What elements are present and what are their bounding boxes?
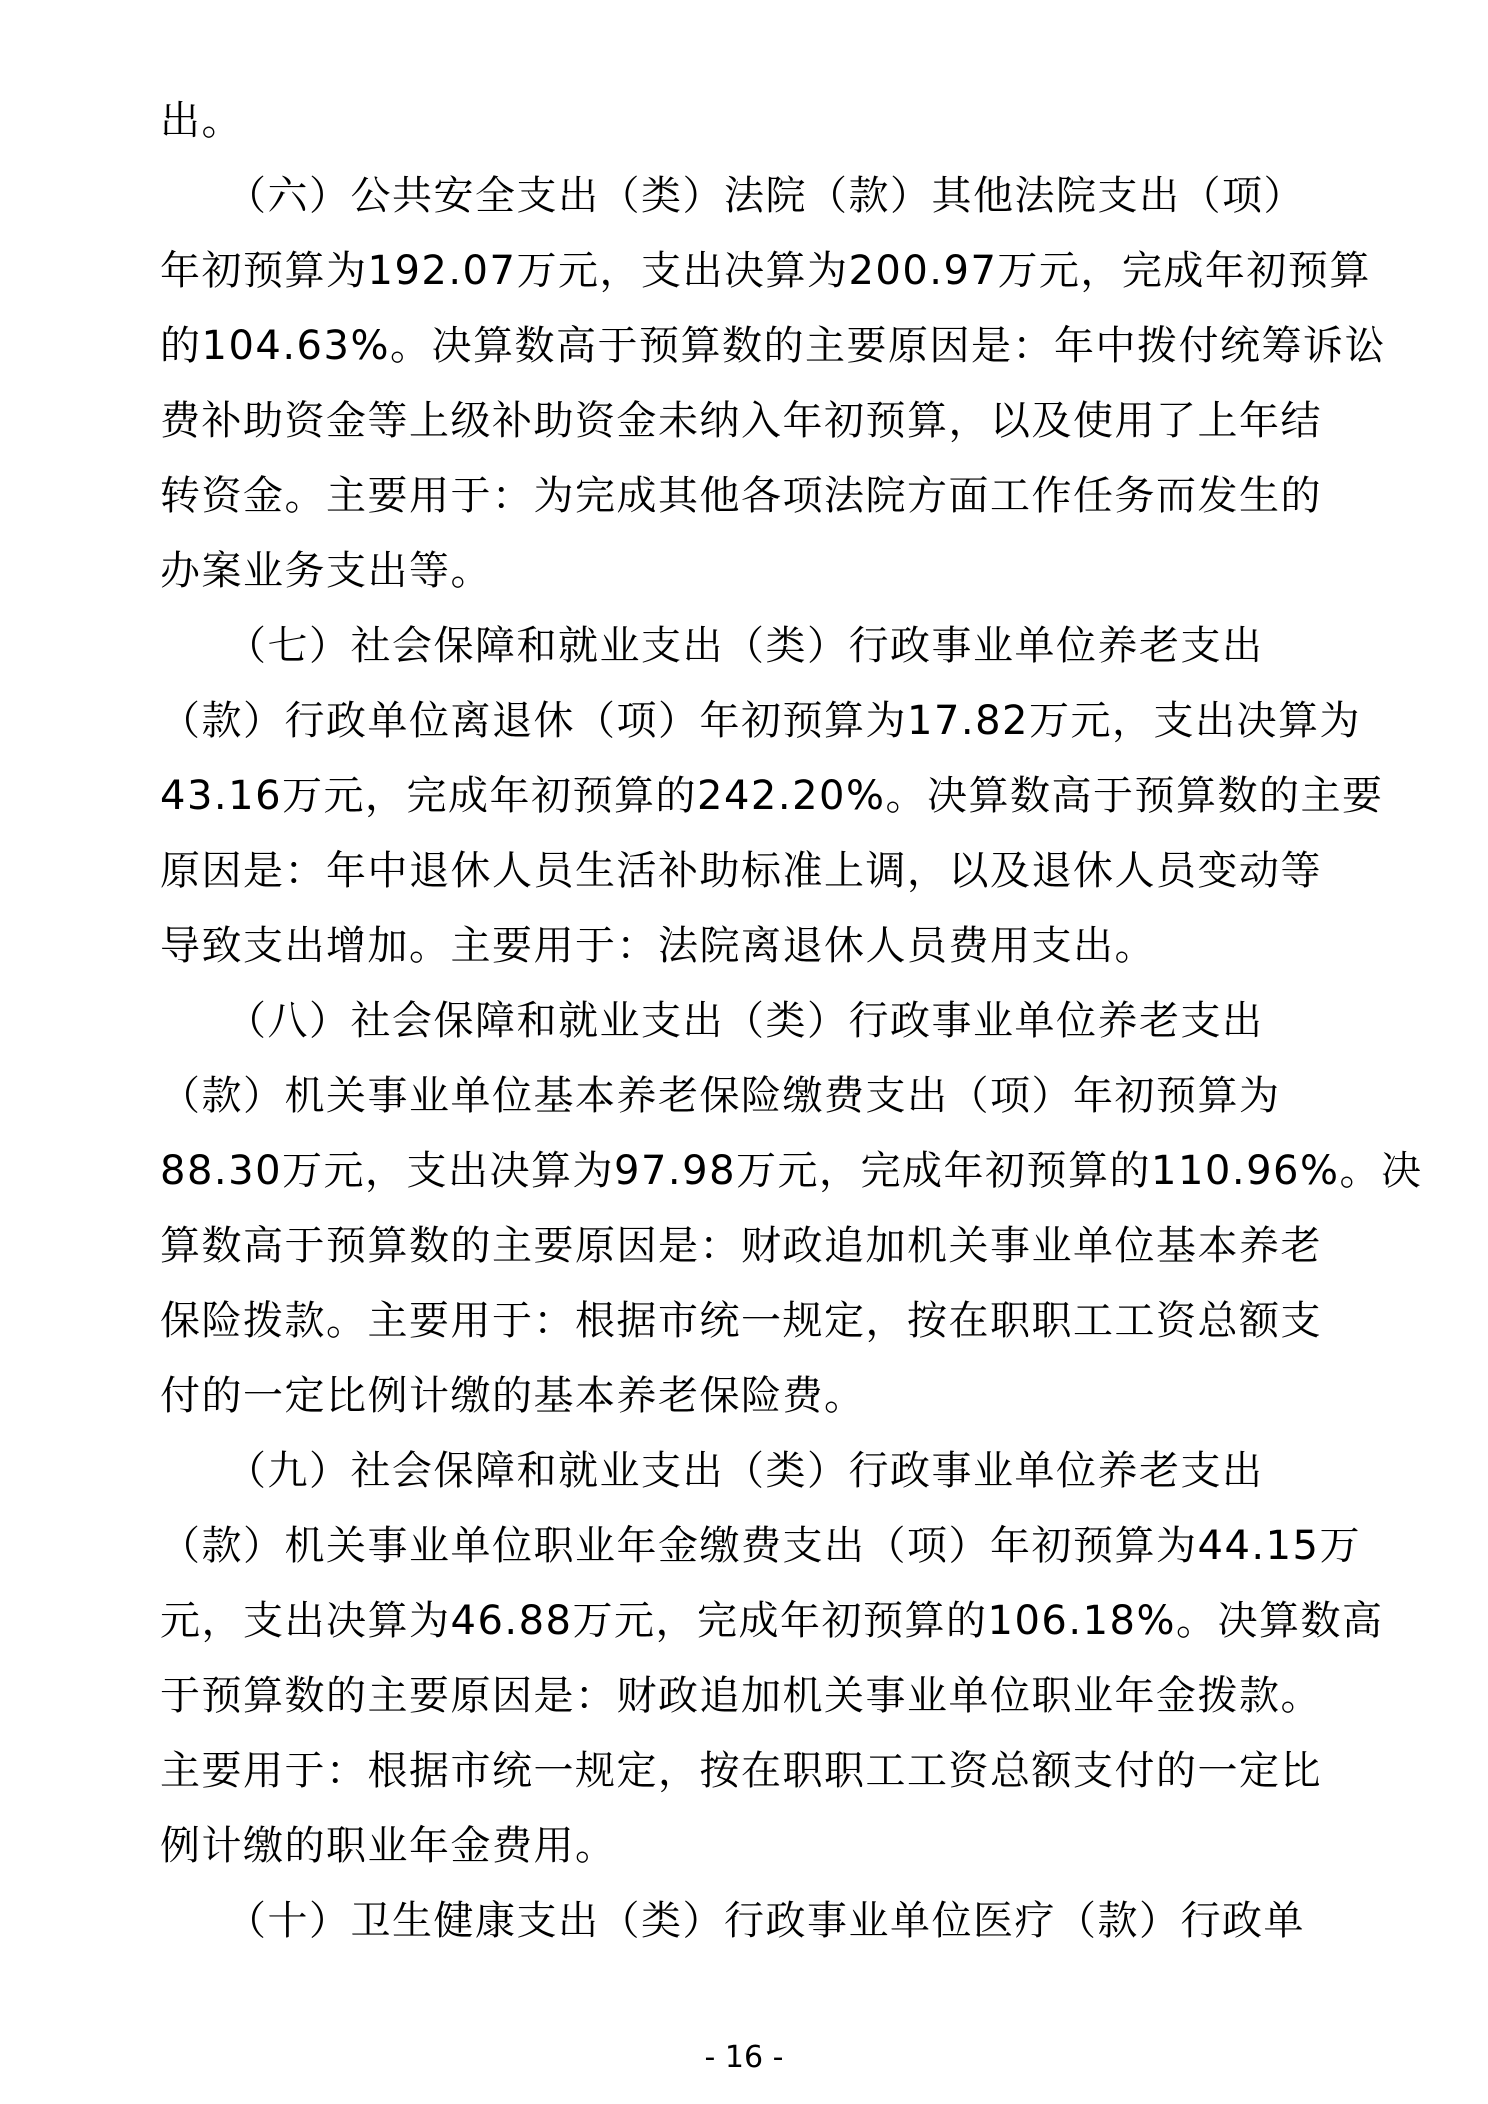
text-line: （款）机关事业单位基本养老保险缴费支出（项）年初预算为	[160, 1073, 1281, 1119]
text-line: （款）机关事业单位职业年金缴费支出（项）年初预算为44.15万	[160, 1523, 1362, 1569]
text-line: （八）社会保障和就业支出（类）行政事业单位养老支出	[226, 998, 1264, 1044]
text-line: 43.16万元，完成年初预算的242.20%。决算数高于预算数的主要	[160, 773, 1384, 819]
page-number: - 16 -	[704, 2040, 784, 2075]
text-line: （九）社会保障和就业支出（类）行政事业单位养老支出	[226, 1448, 1264, 1494]
text-line: 办案业务支出等。	[160, 548, 492, 594]
text-line: （六）公共安全支出（类）法院（款）其他法院支出（项）	[226, 173, 1305, 219]
document-text-block	[160, 84, 1423, 1959]
text-line: 的104.63%。决算数高于预算数的主要原因是：年中拨付统筹诉讼	[160, 323, 1386, 369]
text-line: 年初预算为192.07万元，支出决算为200.97万元，完成年初预算	[160, 248, 1371, 294]
text-line: 保险拨款。主要用于：根据市统一规定，按在职职工工资总额支	[160, 1298, 1322, 1344]
text-line: 导致支出增加。主要用于：法院离退休人员费用支出。	[160, 923, 1156, 969]
text-line: 于预算数的主要原因是：财政追加机关事业单位职业年金拨款。	[160, 1673, 1322, 1719]
text-line: （七）社会保障和就业支出（类）行政事业单位养老支出	[226, 623, 1264, 669]
text-line: 主要用于：根据市统一规定，按在职职工工资总额支付的一定比	[160, 1748, 1322, 1794]
text-line: 转资金。主要用于：为完成其他各项法院方面工作任务而发生的	[160, 473, 1322, 519]
text-line: 算数高于预算数的主要原因是：财政追加机关事业单位基本养老	[160, 1223, 1322, 1269]
text-line: （十）卫生健康支出（类）行政事业单位医疗（款）行政单	[226, 1898, 1305, 1944]
text-line: 元，支出决算为46.88万元，完成年初预算的106.18%。决算数高	[160, 1598, 1384, 1644]
text-line: 例计缴的职业年金费用。	[160, 1823, 617, 1869]
text-line: 付的一定比例计缴的基本养老保险费。	[160, 1373, 866, 1419]
text-line: （款）行政单位离退休（项）年初预算为17.82万元，支出决算为	[160, 698, 1362, 744]
text-line: 原因是：年中退休人员生活补助标准上调，以及退休人员变动等	[160, 848, 1322, 894]
text-line: 88.30万元，支出决算为97.98万元，完成年初预算的110.96%。决	[160, 1148, 1423, 1194]
text-line: 费补助资金等上级补助资金未纳入年初预算，以及使用了上年结	[160, 398, 1322, 444]
text-line: 出。	[160, 98, 243, 144]
